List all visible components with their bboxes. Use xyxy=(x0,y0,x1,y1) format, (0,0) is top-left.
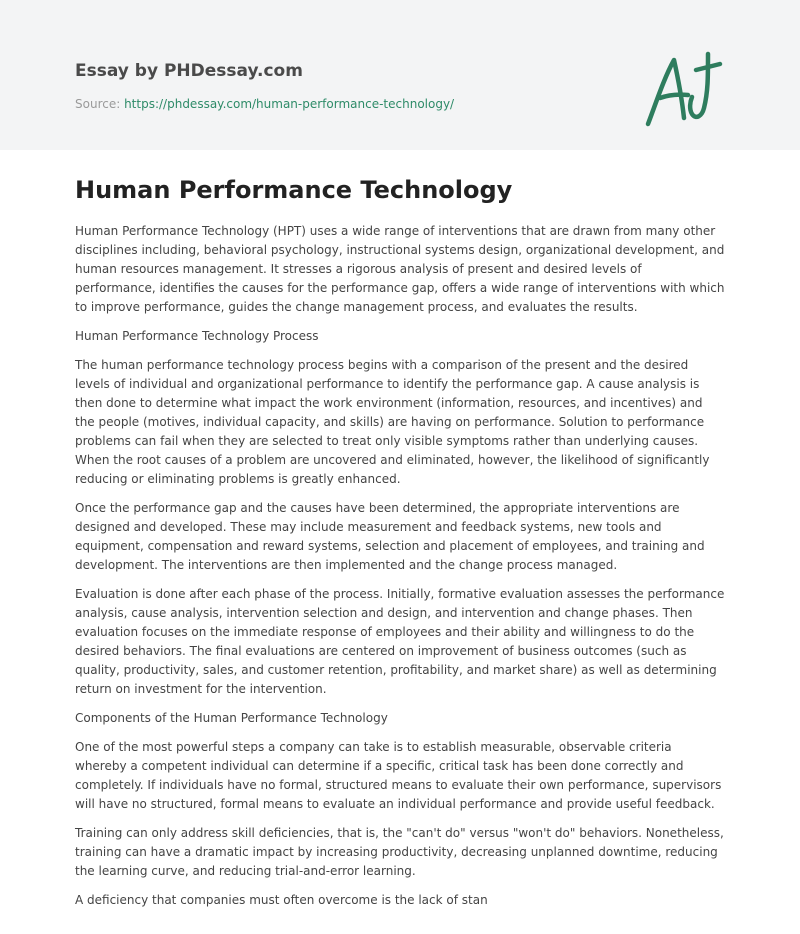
source-link[interactable]: https://phdessay.com/human-performance-technology/ xyxy=(124,97,455,111)
paragraph: One of the most powerful steps a company can take is to establish measurable, observable criteria whereby a competent individual can determine if a specific, critical task has been done correctly and completely. If individuals have no formal, structured means to evaluate their own performance, supervisors will have no structured, formal means to evaluate an individual performance and provide useful feedback. xyxy=(75,740,722,811)
section-heading: Components of the Human Performance Technology xyxy=(75,711,388,725)
essay-title: Human Performance Technology xyxy=(75,176,513,204)
source-label: Source: xyxy=(75,97,125,111)
paragraph: Training can only address skill deficiencies, that is, the "can't do" versus "won't do" behaviors. Nonetheless, training can have a dramatic impact by increasing productivity, decreasing unplanned downtime, reducing the learning curve, and reducing trial-and-error learning. xyxy=(75,826,724,878)
paragraph: A deficiency that companies must often overcome is the lack of stan xyxy=(75,893,488,907)
header-bar xyxy=(0,0,800,150)
paragraph: Once the performance gap and the causes have been determined, the appropriate interventions are designed and developed. These may include measurement and feedback systems, new tools and equipment, compensation and reward systems, selection and placement of employees, and training and development. The interventions are then implemented and the change process managed. xyxy=(75,501,705,572)
a-plus-logo-icon xyxy=(638,48,728,130)
paragraph: Evaluation is done after each phase of the process. Initially, formative evaluation assesses the performance analysis, cause analysis, intervention selection and design, and intervention and change phases. Then evaluation focuses on the immediate response of employees and their ability and willingness to do the desired behaviors. The final evaluations are centered on improvement of business outcomes (such as quality, productivity, sales, and customer retention, profitability, and market share) as well as determining return on investment for the intervention. xyxy=(75,587,725,696)
brand-title: Essay by PHDessay.com xyxy=(75,61,303,81)
essay-body xyxy=(75,222,725,920)
source-line xyxy=(75,97,454,111)
paragraph: The human performance technology process begins with a comparison of the present and the desired levels of individual and organizational performance to identify the performance gap. A cause analysis is then done to determine what impact the work environment (information, resources, and incentives) and the people (motives, individual capacity, and skills) are having on performance. Solution to performance problems can fail when they are selected to treat only visible symptoms rather than underlying causes. When the root causes of a problem are uncovered and eliminated, however, the likelihood of significantly reducing or eliminating problems is greatly enhanced. xyxy=(75,358,710,486)
paragraph: Human Performance Technology (HPT) uses a wide range of interventions that are drawn from many other disciplines including, behavioral psychology, instructional systems design, organizational development, and human resources management. It stresses a rigorous analysis of present and desired levels of performance, identifies the causes for the performance gap, offers a wide range of interventions with which to improve performance, guides the change management process, and evaluates the results. xyxy=(75,224,725,314)
section-heading: Human Performance Technology Process xyxy=(75,329,319,343)
